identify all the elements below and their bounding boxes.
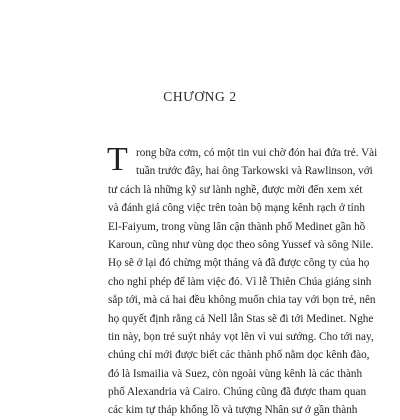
paragraph-line: các kim tự tháp khổng lồ và tượng Nhân sư ở gần thành: [108, 404, 358, 417]
paragraph-line: và đánh giá công việc trên toàn bộ mạng kênh rạch ở tỉnh: [108, 202, 365, 215]
paragraph-line: họ quyết định rằng cả Nell lẫn Stas sẽ đi tới Medinet. Nghe: [108, 312, 374, 325]
paragraph-line: tư cách là những kỹ sư lành nghề, được mời đến xem xét: [108, 183, 363, 196]
paragraph-line: Karoun, cũng như vùng dọc theo sông Yussef và sông Nile.: [108, 238, 374, 251]
paragraph-line: tuần trước đây, hai ông Tarkowski và Rawlinson, với: [136, 165, 373, 178]
chapter-body-text: [107, 141, 378, 420]
paragraph-line: đó là Ismailia và Suez, còn ngoài vùng kênh là các thành: [108, 367, 363, 380]
paragraph-line: sắp tới, mà cả hai đều không muốn chia tay với bọn trẻ, nên: [108, 294, 376, 307]
paragraph-line: chúng chỉ mới được biết các thành phố nằm dọc kênh đào,: [108, 349, 370, 362]
paragraph-line: El-Faiyum, trong vùng lân cận thành phố Medinet gần hồ: [108, 220, 366, 233]
chapter-title: CHƯƠNG 2: [163, 89, 237, 104]
drop-cap-letter: T: [107, 141, 128, 178]
paragraph-line: cho nghỉ phép để làm việc đó. Vì lễ Thiên Chúa giáng sinh: [108, 275, 372, 288]
paragraph-line: phố Alexandria và Cairo. Chúng cũng đã được tham quan: [108, 386, 367, 399]
paragraph-line: tin này, bọn trẻ suýt nhảy vọt lên vì vui sướng. Cho tới nay,: [108, 330, 374, 343]
paragraph-line: rong bữa cơm, có một tin vui chờ đón hai đứa trẻ. Vài: [136, 147, 378, 159]
paragraph-line: Họ sẽ ở lại đó chừng một tháng và đã được công ty của họ: [108, 257, 370, 270]
